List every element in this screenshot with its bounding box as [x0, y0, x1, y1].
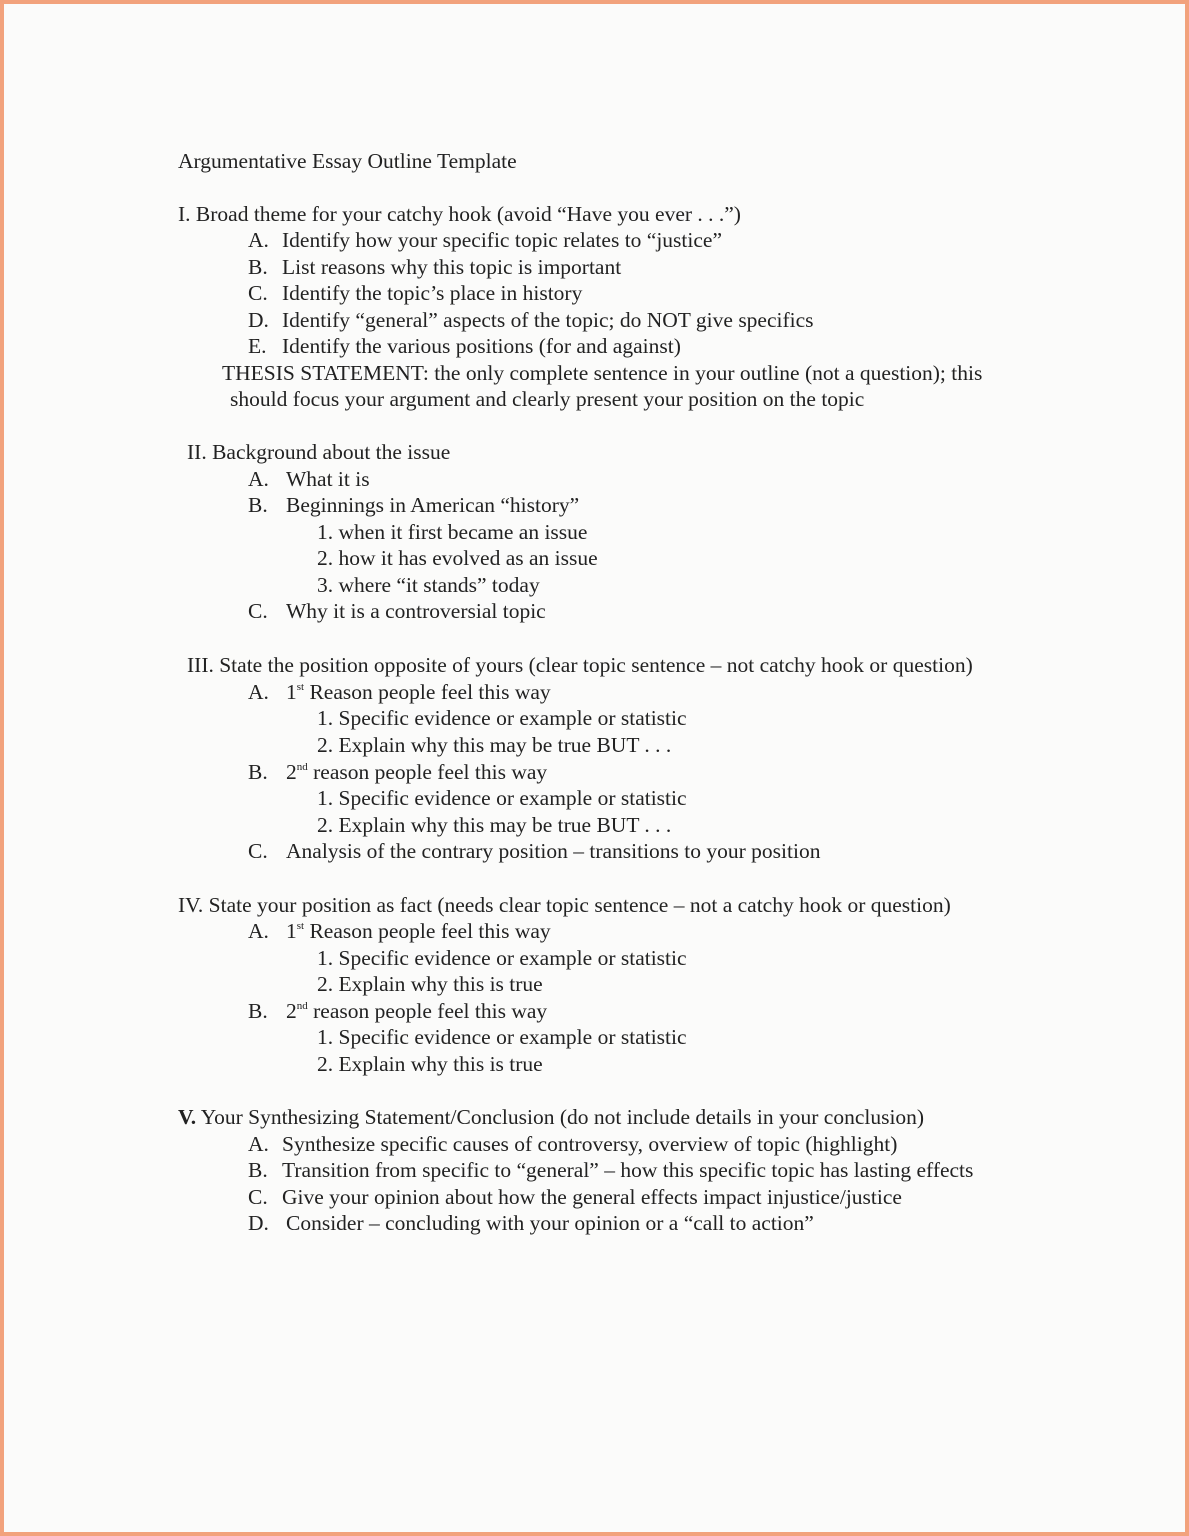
section-1-item-e: E. Identify the various positions (for and against) [248, 334, 681, 358]
section-5-item-d: D. Consider – concluding with your opinion or a “call to action” [248, 1211, 814, 1235]
section-2-item-c: C. Why it is a controversial topic [248, 599, 546, 623]
thesis-statement-line-1: THESIS STATEMENT: the only complete sentence in your outline (not a question); this [222, 361, 983, 385]
section-1-item-d: D. Identify “general” aspects of the topic; do NOT give specifics [248, 308, 814, 332]
section-2-item-b: B. Beginnings in American “history” [248, 493, 580, 517]
section-4-a-subitem-2: 2. Explain why this is true [317, 972, 543, 996]
section-3-a-subitem-1: 1. Specific evidence or example or statistic [317, 706, 687, 730]
section-1-item-c: C. Identify the topic’s place in history [248, 281, 583, 305]
section-2-subitem-2: 2. how it has evolved as an issue [317, 546, 598, 570]
section-1-heading: I. Broad theme for your catchy hook (avoid “Have you ever . . .”) [178, 202, 741, 226]
section-2-subitem-1: 1. when it first became an issue [317, 520, 588, 544]
thesis-statement-line-2: should focus your argument and clearly present your position on the topic [230, 387, 865, 411]
document-title: Argumentative Essay Outline Template [178, 149, 517, 173]
section-1-item-a: A. Identify how your specific topic relates to “justice” [248, 228, 722, 252]
section-3-b-subitem-2: 2. Explain why this may be true BUT . . . [317, 813, 672, 837]
section-3-b-subitem-1: 1. Specific evidence or example or statistic [317, 786, 687, 810]
section-2-item-a: A. What it is [248, 467, 370, 491]
section-5-item-b: B. Transition from specific to “general” – how this specific topic has lasting effects [248, 1158, 974, 1182]
section-3-item-c: C. Analysis of the contrary position – transitions to your position [248, 839, 821, 863]
section-3-item-a: A. 1st Reason people feel this way [248, 680, 551, 704]
section-3-item-b: B. 2nd reason people feel this way [248, 760, 548, 784]
section-4-b-subitem-2: 2. Explain why this is true [317, 1052, 543, 1076]
section-2-heading: II. Background about the issue [187, 440, 451, 464]
section-2-subitem-3: 3. where “it stands” today [317, 573, 540, 597]
section-1-item-b: B. List reasons why this topic is important [248, 255, 622, 279]
section-4-b-subitem-1: 1. Specific evidence or example or statistic [317, 1025, 687, 1049]
section-5-heading: V. Your Synthesizing Statement/Conclusion (do not include details in your conclusion) [178, 1105, 925, 1129]
section-4-item-b: B. 2nd reason people feel this way [248, 999, 548, 1023]
section-5-item-c: C. Give your opinion about how the general effects impact injustice/justice [248, 1185, 902, 1209]
section-3-heading: III. State the position opposite of yours (clear topic sentence – not catchy hook or question) [187, 653, 973, 677]
section-3-a-subitem-2: 2. Explain why this may be true BUT . . . [317, 733, 672, 757]
section-4-heading: IV. State your position as fact (needs clear topic sentence – not a catchy hook or question) [178, 893, 951, 917]
section-5-item-a: A. Synthesize specific causes of controversy, overview of topic (highlight) [248, 1132, 898, 1156]
section-4-item-a: A. 1st Reason people feel this way [248, 919, 551, 943]
section-4-a-subitem-1: 1. Specific evidence or example or statistic [317, 946, 687, 970]
